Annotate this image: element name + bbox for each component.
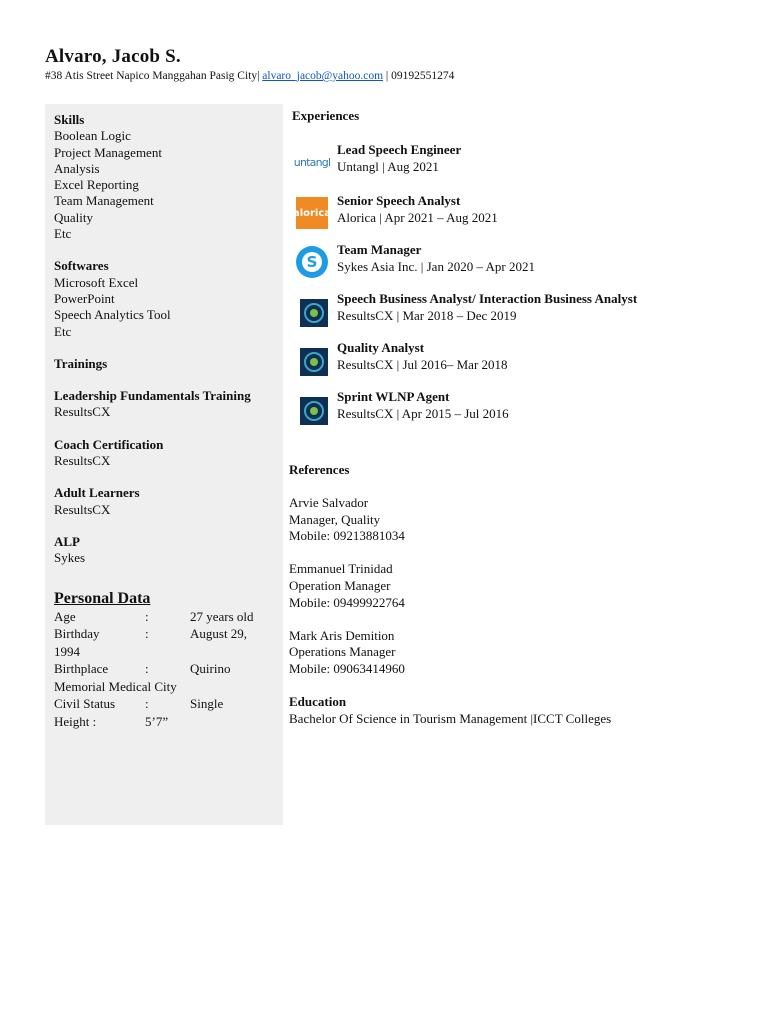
- colon: :: [145, 696, 149, 712]
- reference-name: Arvie Salvador: [289, 494, 369, 510]
- civil-status-value: Single: [190, 696, 224, 712]
- references-heading: References: [289, 462, 350, 477]
- training-org: ResultsCX: [54, 404, 111, 420]
- training-title: Coach Certification: [54, 436, 164, 452]
- sidebar: [45, 104, 283, 825]
- training-title: ALP: [54, 533, 80, 549]
- software-item: Microsoft Excel: [54, 274, 139, 290]
- job-title: Team Manager: [337, 242, 422, 257]
- reference-name: Emmanuel Trinidad: [289, 561, 393, 577]
- skill-item: Boolean Logic: [54, 128, 131, 144]
- job-detail: ResultsCX | Jul 2016– Mar 2018: [337, 356, 508, 372]
- skill-item: Team Management: [54, 193, 154, 209]
- birthplace-value: Quirino: [190, 661, 231, 677]
- alorica-logo: alorica: [296, 197, 328, 229]
- contact-line: [45, 70, 454, 82]
- address: #38 Atis Street Napico Manggahan Pasig City|: [45, 70, 260, 82]
- personal-birthplace-row: [54, 661, 279, 679]
- training-title: Adult Learners: [54, 485, 140, 501]
- resultscx-logo: [300, 299, 328, 327]
- software-item: Etc: [54, 323, 72, 339]
- job-detail: ResultsCX | Mar 2018 – Dec 2019: [337, 307, 517, 323]
- experiences-heading: Experiences: [292, 108, 360, 123]
- job-title: Speech Business Analyst/ Interaction Business Analyst: [337, 291, 638, 306]
- job-detail: Alorica | Apr 2021 – Aug 2021: [337, 209, 498, 225]
- skill-item: Etc: [54, 226, 72, 242]
- birthplace-value-cont: Memorial Medical City: [54, 678, 177, 694]
- colon: :: [145, 626, 149, 642]
- job-detail: Untangl | Aug 2021: [337, 158, 439, 174]
- skill-item: Analysis: [54, 160, 100, 176]
- personal-birthplace-row-cont: [54, 679, 279, 697]
- resume-name: Alvaro, Jacob S.: [45, 46, 181, 67]
- sykes-logo-letter: S: [302, 252, 322, 272]
- reference-role: Operations Manager: [289, 644, 396, 660]
- personal-data-heading: Personal Data: [54, 589, 151, 607]
- softwares-heading: Softwares: [54, 258, 109, 274]
- training-org: Sykes: [54, 550, 86, 566]
- software-item: PowerPoint: [54, 290, 115, 306]
- personal-age-row: [54, 609, 279, 627]
- personal-birthday-row: [54, 626, 279, 644]
- birthday-value: August 29,: [190, 626, 248, 642]
- skill-item: Excel Reporting: [54, 177, 139, 193]
- job-detail: ResultsCX | Apr 2015 – Jul 2016: [337, 405, 509, 421]
- sykes-logo: [296, 246, 328, 278]
- education-heading: Education: [289, 693, 347, 709]
- job-title: Senior Speech Analyst: [337, 193, 461, 208]
- training-title: Leadership Fundamentals Training: [54, 388, 251, 404]
- training-org: ResultsCX: [54, 453, 111, 469]
- job-title: Quality Analyst: [337, 340, 425, 355]
- trainings-heading: Trainings: [54, 355, 108, 371]
- education-detail: Bachelor Of Science in Tourism Management |ICCT Colleges: [289, 710, 612, 726]
- job-title: Lead Speech Engineer: [337, 142, 462, 157]
- reference-role: Manager, Quality: [289, 511, 381, 527]
- resultscx-logo: [300, 348, 328, 376]
- software-item: Speech Analytics Tool: [54, 307, 171, 323]
- phone: 09192551274: [391, 70, 455, 82]
- email-link[interactable]: alvaro_jacob@yahoo.com: [262, 70, 384, 82]
- job-detail: Sykes Asia Inc. | Jan 2020 – Apr 2021: [337, 258, 535, 274]
- reference-mobile: Mobile: 09213881034: [289, 528, 405, 544]
- resultscx-logo: [300, 397, 328, 425]
- training-org: ResultsCX: [54, 501, 111, 517]
- personal-birthday-row-cont: [54, 644, 279, 662]
- job-title: Sprint WLNP Agent: [337, 389, 450, 404]
- colon: :: [145, 661, 149, 677]
- skills-heading: Skills: [54, 112, 85, 127]
- skill-item: Project Management: [54, 144, 162, 160]
- height-label: Height :: [54, 713, 97, 729]
- references-section: [289, 462, 749, 728]
- height-value: 5’7”: [145, 713, 169, 729]
- personal-civil-row: [54, 696, 279, 714]
- personal-height-row: [54, 714, 279, 732]
- civil-status-label: Civil Status: [54, 696, 116, 712]
- birthplace-label: Birthplace: [54, 661, 109, 677]
- birthday-year: 1994: [54, 643, 80, 659]
- reference-role: Operation Manager: [289, 577, 391, 593]
- birthday-label: Birthday: [54, 626, 100, 642]
- reference-mobile: Mobile: 09063414960: [289, 661, 405, 677]
- age-value: 27 years old: [190, 608, 254, 624]
- colon: :: [145, 608, 149, 624]
- untangl-logo: untangl: [293, 155, 331, 169]
- reference-name: Mark Aris Demition: [289, 627, 395, 643]
- skill-item: Quality: [54, 209, 93, 225]
- reference-mobile: Mobile: 09499922764: [289, 594, 405, 610]
- age-label: Age: [54, 608, 76, 624]
- contact-separator: |: [383, 70, 392, 82]
